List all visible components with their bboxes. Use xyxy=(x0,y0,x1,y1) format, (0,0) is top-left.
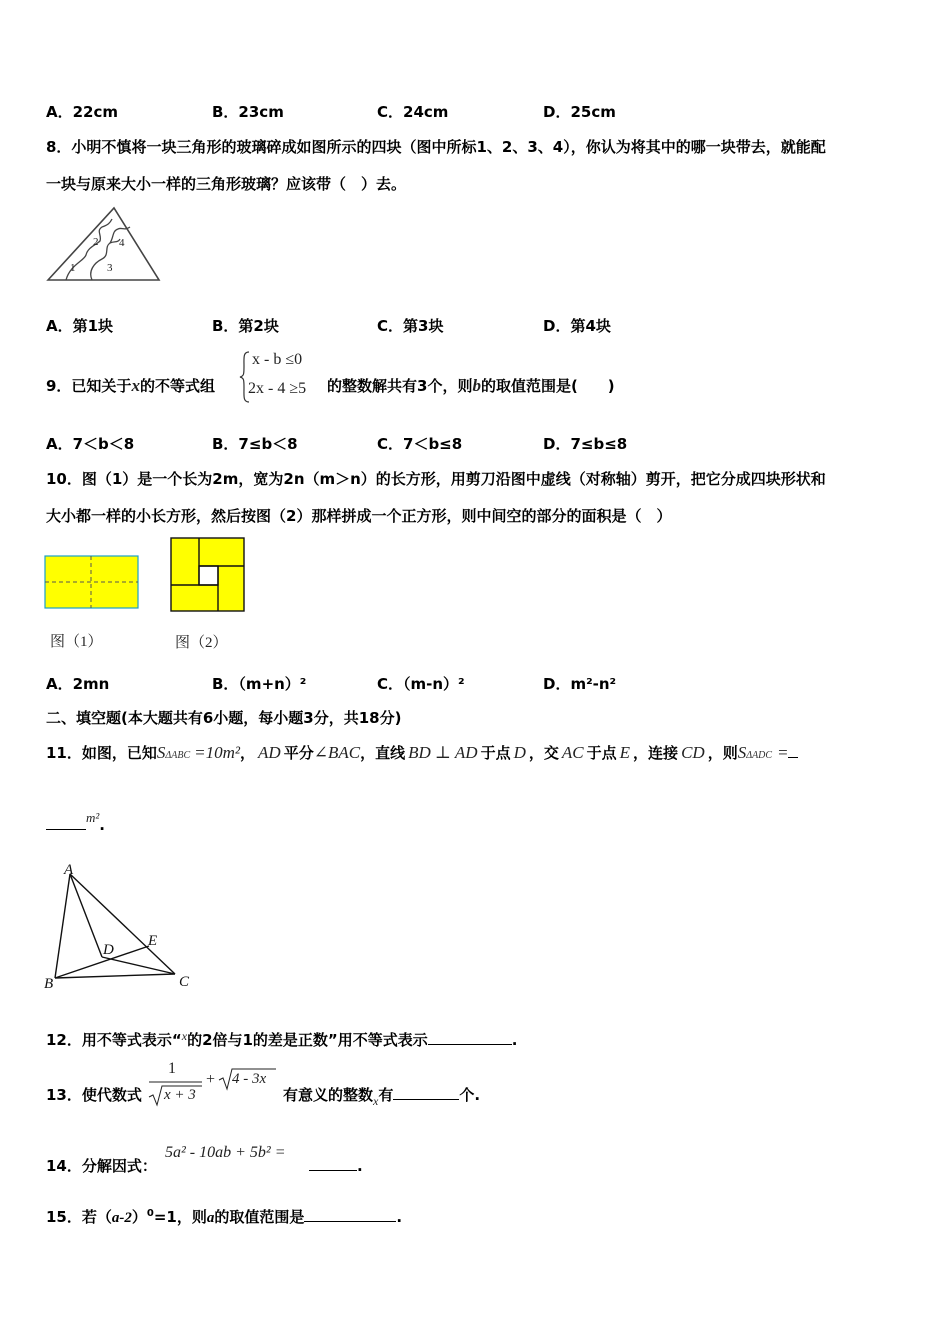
q11-text-9: ，则 xyxy=(707,744,738,762)
q15-text-2: ） xyxy=(131,1208,147,1226)
q15-exponent-zero: 0 xyxy=(146,1208,154,1219)
q10-option-a: A．2mn xyxy=(46,675,110,693)
q11-text-4: ，直线 xyxy=(360,744,406,762)
q10-figure-2-caption: 图（2） xyxy=(175,635,228,651)
q12-var-x: x xyxy=(181,1029,188,1043)
q11-answer-blank-start[interactable] xyxy=(788,743,798,758)
q10-option-c: C．（m-n）² xyxy=(377,675,465,693)
q8-option-d: D．第4块 xyxy=(543,317,611,335)
q9-mid: 的不等式组 xyxy=(139,377,215,395)
q10-figure-2-square xyxy=(170,537,246,613)
q8-option-a: A．第1块 xyxy=(46,317,114,335)
q11-fig-label-c: C xyxy=(179,974,190,990)
q10-stem-line2: 大小都一样的小长方形，然后按图（2）那样拼成一个正方形，则中间空的部分的面积是（ ） xyxy=(46,507,672,525)
q11-stem xyxy=(46,736,798,770)
q15-stem xyxy=(46,1204,402,1228)
q13-answer-blank[interactable] xyxy=(393,1085,459,1100)
q9-stem-tail xyxy=(327,376,615,396)
q10-stem-line1: 10．图（1）是一个长为2m，宽为2n（m＞n）的长方形，用剪刀沿图中虚线（对称轴）剪开，把它分成四块形状和 xyxy=(46,470,826,488)
q11-answer-blank[interactable] xyxy=(46,815,86,830)
q8-fig-label-2: 2 xyxy=(93,236,99,248)
q7-option-d: D．25cm xyxy=(543,103,616,121)
q10-figure-1-rectangle xyxy=(44,555,140,611)
q13-tail xyxy=(283,1085,480,1111)
section-2-heading: 二、填空题(本大题共有6小题，每小题3分，共18分) xyxy=(46,709,402,727)
q15-end: . xyxy=(396,1208,403,1226)
q11-answer-line xyxy=(46,810,105,835)
q8-fig-label-4: 4 xyxy=(119,237,125,249)
q7-option-a: A．22cm xyxy=(46,103,119,121)
q10-figure-1-caption: 图（1） xyxy=(50,634,103,650)
q11-end: . xyxy=(99,816,105,834)
q9-var-b: b xyxy=(472,376,481,395)
q15-answer-blank[interactable] xyxy=(304,1207,396,1222)
q9-option-c: C．7＜b≤8 xyxy=(377,435,463,453)
q11-s-abc: S xyxy=(156,743,166,762)
q9-inequality-1: x - b ≤0 xyxy=(252,351,303,368)
q11-fig-label-e: E xyxy=(148,933,158,949)
q8-stem-line1: 8．小明不慎将一块三角形的玻璃碎成如图所示的四块（图中所标1、2、3、4），你认为将其中的哪一块带去，就能配 xyxy=(46,138,826,156)
q11-point-e: E xyxy=(619,743,631,762)
q11-bd-perp-ad: BD ⊥ AD xyxy=(408,743,478,762)
q12-stem xyxy=(46,1026,518,1050)
q12-answer-blank[interactable] xyxy=(428,1030,512,1045)
q14-answer-blank[interactable] xyxy=(309,1156,357,1171)
q11-text-1: 11．如图，已知 xyxy=(46,744,157,762)
q9-suffix2: 的取值范围是( ) xyxy=(480,377,615,395)
q11-s-adc-sub: ΔADC xyxy=(746,750,773,761)
q14-end: . xyxy=(357,1157,363,1175)
q11-cd: CD xyxy=(681,743,705,762)
q11-text-3: 平分 xyxy=(283,744,314,762)
q9-option-b: B．7≤b＜8 xyxy=(212,435,298,453)
q12-text-2: 的2倍与1的差是正数”用不等式表示 xyxy=(187,1031,428,1049)
q8-stem-line2: 一块与原来大小一样的三角形玻璃？应该带（ ）去。 xyxy=(46,175,407,193)
q8-fig-label-3: 3 xyxy=(107,262,113,274)
q13-text-2: 有意义的整数 xyxy=(283,1086,374,1104)
q11-ac: AC xyxy=(561,743,584,762)
q12-text-1: 12．用不等式表示“ xyxy=(46,1031,182,1049)
q14-answer xyxy=(309,1156,363,1176)
q13-plus: + xyxy=(206,1071,216,1088)
q15-var-a: a xyxy=(206,1210,215,1226)
q9-stem xyxy=(46,376,215,396)
q8-option-c: C．第3块 xyxy=(377,317,444,335)
q13-text-3: 有 xyxy=(378,1086,394,1104)
q11-triangle-figure xyxy=(40,858,200,994)
q14-expression: 5a² - 10ab + 5b² = xyxy=(165,1144,286,1161)
q15-a-minus-2: a-2 xyxy=(111,1210,132,1226)
q11-text-5: 于点 xyxy=(480,744,511,762)
q7-option-c: C．24cm xyxy=(377,103,449,121)
q13-fraction-numerator: 1 xyxy=(168,1060,176,1077)
q8-option-b: B．第2块 xyxy=(212,317,279,335)
q13-end: 个. xyxy=(459,1086,481,1104)
q9-var-x: x xyxy=(131,376,140,395)
q10-option-b: B．（m+n）² xyxy=(212,675,307,693)
q11-text-7: 于点 xyxy=(586,744,617,762)
q9-prefix: 9．已知关于 xyxy=(46,377,132,395)
q15-text-4: 的取值范围是 xyxy=(214,1208,305,1226)
q8-broken-triangle-figure xyxy=(44,205,164,285)
q11-fig-label-d: D xyxy=(103,942,114,958)
q10-option-d: D．m²-n² xyxy=(543,675,617,693)
q9-option-a: A．7＜b＜8 xyxy=(46,435,135,453)
q13-fraction-denominator: x + 3 xyxy=(164,1087,196,1103)
q11-point-d: D xyxy=(513,743,526,762)
q14-prefix: 14．分解因式： xyxy=(46,1157,157,1175)
q11-fig-label-b: B xyxy=(44,976,54,992)
q11-text-6: ，交 xyxy=(528,744,559,762)
q15-text-3: =1，则 xyxy=(153,1208,207,1226)
q11-s-adc: S xyxy=(737,743,747,762)
q13-var-x: x xyxy=(373,1094,379,1108)
q11-fig-label-a: A xyxy=(64,862,74,878)
q11-angle-bac: ∠BAC xyxy=(313,743,361,762)
q11-equals: = xyxy=(778,743,788,762)
q11-unit: m² xyxy=(86,810,100,825)
q9-option-d: D．7≤b≤8 xyxy=(543,435,628,453)
q11-s-abc-sub: ΔABC xyxy=(165,750,191,761)
q11-ad: AD xyxy=(258,743,281,762)
q13-prefix: 13．使代数式 xyxy=(46,1086,142,1104)
q8-fig-label-1: 1 xyxy=(70,262,76,274)
q11-text-2: ， xyxy=(240,744,256,762)
q7-option-b: B．23cm xyxy=(212,103,284,121)
q12-end: . xyxy=(511,1031,518,1049)
q9-inequality-2: 2x - 4 ≥5 xyxy=(248,380,307,397)
q13-radicand: 4 - 3x xyxy=(232,1071,267,1087)
q9-suffix1: 的整数解共有3个，则 xyxy=(327,377,473,395)
q11-area-value: =10m² xyxy=(194,743,240,762)
q11-text-8: ，连接 xyxy=(633,744,679,762)
q15-text-1: 15．若（ xyxy=(46,1208,112,1226)
